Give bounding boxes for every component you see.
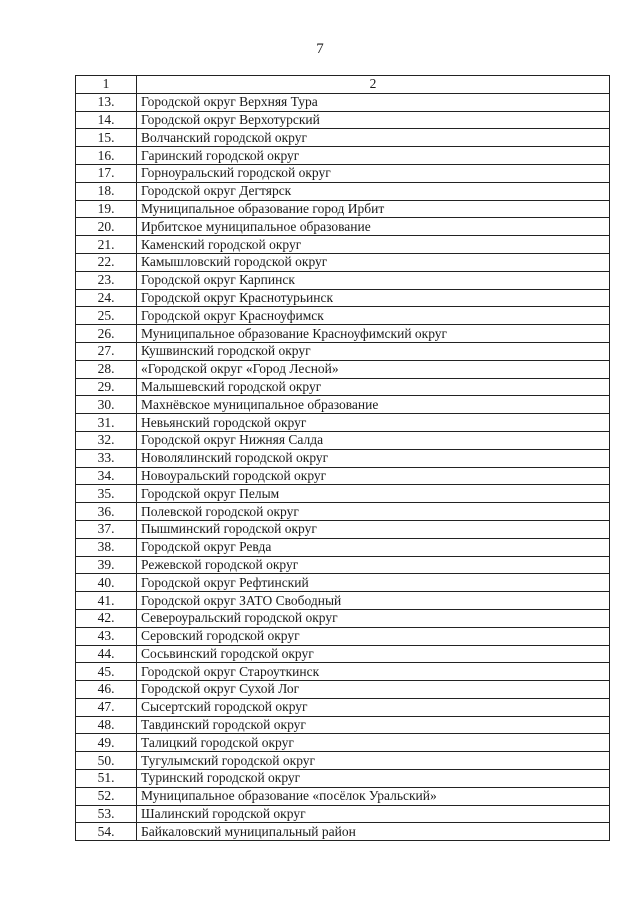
municipality-name-cell: Горноуральский городской округ	[137, 164, 610, 182]
table-row	[76, 734, 610, 752]
table-row	[76, 129, 610, 147]
row-number-cell: 16.	[76, 147, 137, 165]
municipality-name-cell: Невьянский городской округ	[137, 414, 610, 432]
municipality-name-cell: Сысертский городской округ	[137, 698, 610, 716]
municipality-name-cell: Муниципальное образование Красноуфимский округ	[137, 325, 610, 343]
row-number-cell: 38.	[76, 538, 137, 556]
table-row	[76, 414, 610, 432]
row-number-cell: 24.	[76, 289, 137, 307]
table-row	[76, 200, 610, 218]
page-number: 7	[316, 41, 324, 57]
row-number-cell: 21.	[76, 236, 137, 254]
municipality-name-cell: Городской округ ЗАТО Свободный	[137, 592, 610, 610]
row-number-cell: 31.	[76, 414, 137, 432]
municipality-name-cell: Шалинский городской округ	[137, 805, 610, 823]
municipality-name-cell: Городской округ Сухой Лог	[137, 681, 610, 699]
table-row	[76, 325, 610, 343]
table-row	[76, 574, 610, 592]
table-row	[76, 218, 610, 236]
row-number-cell: 34.	[76, 467, 137, 485]
row-number-cell: 50.	[76, 752, 137, 770]
table-row	[76, 592, 610, 610]
municipality-name-cell: Гаринский городской округ	[137, 147, 610, 165]
table-row	[76, 253, 610, 271]
municipality-name-cell: Кушвинский городской округ	[137, 342, 610, 360]
table-row	[76, 378, 610, 396]
table-row	[76, 360, 610, 378]
column-header-number: 1	[76, 76, 137, 94]
municipality-name-cell: Городской округ Нижняя Салда	[137, 431, 610, 449]
table-row	[76, 770, 610, 788]
row-number-cell: 43.	[76, 627, 137, 645]
municipality-name-cell: Новоуральский городской округ	[137, 467, 610, 485]
municipality-name-cell: Волчанский городской округ	[137, 129, 610, 147]
table-row	[76, 431, 610, 449]
table-row	[76, 307, 610, 325]
municipality-name-cell: Городской округ Краснотурьинск	[137, 289, 610, 307]
table-row	[76, 485, 610, 503]
table-row	[76, 681, 610, 699]
row-number-cell: 33.	[76, 449, 137, 467]
table-row	[76, 503, 610, 521]
table-row	[76, 716, 610, 734]
municipality-name-cell: Городской округ Верхотурский	[137, 111, 610, 129]
municipality-name-cell: Городской округ Рефтинский	[137, 574, 610, 592]
row-number-cell: 35.	[76, 485, 137, 503]
row-number-cell: 19.	[76, 200, 137, 218]
municipality-name-cell: Муниципальное образование город Ирбит	[137, 200, 610, 218]
row-number-cell: 17.	[76, 164, 137, 182]
municipality-name-cell: Байкаловский муниципальный район	[137, 823, 610, 841]
municipality-name-cell: Малышевский городской округ	[137, 378, 610, 396]
row-number-cell: 22.	[76, 253, 137, 271]
row-number-cell: 45.	[76, 663, 137, 681]
municipality-name-cell: Городской округ Ревда	[137, 538, 610, 556]
table-row	[76, 449, 610, 467]
table-row	[76, 823, 610, 841]
row-number-cell: 42.	[76, 609, 137, 627]
row-number-cell: 20.	[76, 218, 137, 236]
municipality-name-cell: Сосьвинский городской округ	[137, 645, 610, 663]
row-number-cell: 15.	[76, 129, 137, 147]
table-row	[76, 627, 610, 645]
municipality-name-cell: Махнёвское муниципальное образование	[137, 396, 610, 414]
municipality-name-cell: Камышловский городской округ	[137, 253, 610, 271]
row-number-cell: 53.	[76, 805, 137, 823]
row-number-cell: 47.	[76, 698, 137, 716]
table-row	[76, 289, 610, 307]
row-number-cell: 26.	[76, 325, 137, 343]
row-number-cell: 27.	[76, 342, 137, 360]
row-number-cell: 36.	[76, 503, 137, 521]
municipality-name-cell: Полевской городской округ	[137, 503, 610, 521]
row-number-cell: 46.	[76, 681, 137, 699]
row-number-cell: 32.	[76, 431, 137, 449]
municipality-name-cell: Городской округ Дегтярск	[137, 182, 610, 200]
table-header-row	[76, 76, 610, 94]
row-number-cell: 44.	[76, 645, 137, 663]
row-number-cell: 18.	[76, 182, 137, 200]
municipality-name-cell: Талицкий городской округ	[137, 734, 610, 752]
row-number-cell: 13.	[76, 93, 137, 111]
row-number-cell: 30.	[76, 396, 137, 414]
municipality-name-cell: Серовский городской округ	[137, 627, 610, 645]
table-row	[76, 467, 610, 485]
row-number-cell: 28.	[76, 360, 137, 378]
municipality-name-cell: Каменский городской округ	[137, 236, 610, 254]
municipality-name-cell: Новолялинский городской округ	[137, 449, 610, 467]
row-number-cell: 40.	[76, 574, 137, 592]
municipality-name-cell: Режевской городской округ	[137, 556, 610, 574]
table-row	[76, 609, 610, 627]
municipality-name-cell: Пышминский городской округ	[137, 520, 610, 538]
municipality-name-cell: Городской округ Верхняя Тура	[137, 93, 610, 111]
table-row	[76, 111, 610, 129]
table-row	[76, 164, 610, 182]
municipality-name-cell: Североуральский городской округ	[137, 609, 610, 627]
table-body	[76, 76, 610, 841]
municipality-name-cell: Городской округ Староуткинск	[137, 663, 610, 681]
row-number-cell: 37.	[76, 520, 137, 538]
municipality-name-cell: Городской округ Пелым	[137, 485, 610, 503]
table-row	[76, 645, 610, 663]
row-number-cell: 48.	[76, 716, 137, 734]
table-row	[76, 182, 610, 200]
municipality-name-cell: «Городской округ «Город Лесной»	[137, 360, 610, 378]
row-number-cell: 51.	[76, 770, 137, 788]
table-row	[76, 805, 610, 823]
table-row	[76, 538, 610, 556]
row-number-cell: 23.	[76, 271, 137, 289]
table-row	[76, 520, 610, 538]
municipality-name-cell: Ирбитское муниципальное образование	[137, 218, 610, 236]
municipality-name-cell: Муниципальное образование «посёлок Уральский»	[137, 787, 610, 805]
row-number-cell: 25.	[76, 307, 137, 325]
table-row	[76, 787, 610, 805]
row-number-cell: 29.	[76, 378, 137, 396]
table-row	[76, 752, 610, 770]
table-row	[76, 556, 610, 574]
row-number-cell: 54.	[76, 823, 137, 841]
row-number-cell: 39.	[76, 556, 137, 574]
municipality-name-cell: Туринский городской округ	[137, 770, 610, 788]
table-row	[76, 342, 610, 360]
municipality-name-cell: Городской округ Карпинск	[137, 271, 610, 289]
row-number-cell: 14.	[76, 111, 137, 129]
municipality-name-cell: Городской округ Красноуфимск	[137, 307, 610, 325]
municipalities-table	[75, 75, 610, 841]
municipality-name-cell: Тавдинский городской округ	[137, 716, 610, 734]
table-row	[76, 271, 610, 289]
row-number-cell: 49.	[76, 734, 137, 752]
column-header-name: 2	[137, 76, 610, 94]
table-row	[76, 236, 610, 254]
table-row	[76, 147, 610, 165]
row-number-cell: 52.	[76, 787, 137, 805]
row-number-cell: 41.	[76, 592, 137, 610]
table-row	[76, 93, 610, 111]
municipality-name-cell: Тугулымский городской округ	[137, 752, 610, 770]
table-row	[76, 663, 610, 681]
table-row	[76, 698, 610, 716]
table-row	[76, 396, 610, 414]
